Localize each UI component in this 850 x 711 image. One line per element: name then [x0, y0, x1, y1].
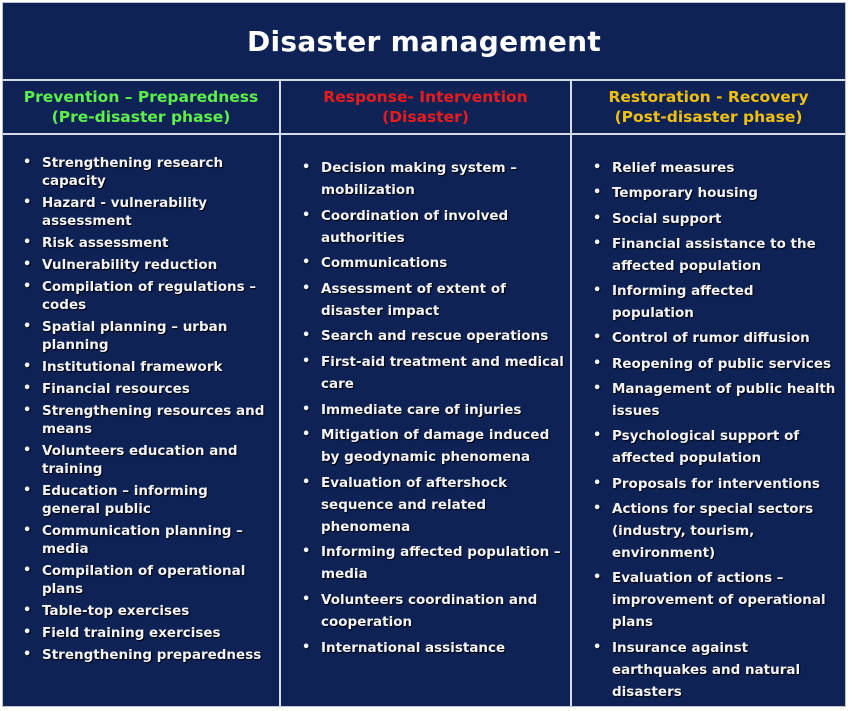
list-item [590, 182, 839, 204]
list-item [299, 589, 564, 633]
list-item-text: Evaluation of aftershock sequence and related phenomena [321, 474, 508, 535]
list-item [20, 380, 269, 398]
bullet-icon: • [593, 283, 602, 299]
list-item-text: Immediate care of injuries [321, 401, 522, 418]
list-item-text: Compilation of operational plans [42, 563, 246, 597]
list-item [590, 498, 839, 564]
restoration-column [572, 81, 845, 706]
list-item-text: Relief measures [612, 160, 735, 176]
list-item [20, 562, 269, 598]
prevention-heading: Prevention – Preparedness [23, 88, 259, 106]
list-item-text: Financial resources [42, 381, 190, 397]
list-item [590, 567, 839, 633]
list-item [299, 351, 564, 395]
list-item [299, 399, 564, 421]
bullet-icon: • [23, 257, 32, 272]
list-item [299, 424, 564, 468]
list-item [20, 646, 269, 664]
bullet-icon: • [23, 359, 32, 374]
bullet-icon: • [302, 255, 311, 271]
list-item-text: International assistance [321, 639, 506, 656]
list-item-text: Vulnerability reduction [42, 257, 218, 273]
list-item [20, 442, 269, 478]
list-item-text: First-aid treatment and medical care [321, 353, 564, 392]
bullet-icon: • [23, 443, 32, 458]
list-item-text: Decision making system – mobilization [321, 160, 517, 198]
list-item-text: Spatial planning – urban planning [42, 319, 228, 353]
list-item [20, 278, 269, 314]
response-header [281, 81, 570, 135]
bullet-icon: • [593, 381, 602, 397]
bullet-icon: • [593, 185, 602, 201]
bullet-icon: • [23, 279, 32, 294]
list-item-text: Psychological support of affected population [612, 428, 800, 467]
list-item [20, 194, 269, 230]
prevention-list [20, 154, 269, 664]
bullet-icon: • [593, 500, 602, 516]
list-item-text: Education – informing general public [42, 483, 208, 517]
list-item [299, 637, 564, 659]
bullet-icon: • [23, 155, 32, 170]
bullet-icon: • [23, 195, 32, 210]
list-item [20, 522, 269, 558]
list-item-text: Assessment of extent of disaster impact [321, 280, 506, 319]
restoration-heading: Restoration - Recovery [608, 88, 809, 106]
bullet-icon: • [302, 328, 311, 344]
bullet-icon: • [302, 639, 311, 655]
list-item [299, 541, 564, 585]
list-item-text: Institutional framework [42, 359, 223, 375]
list-item-text: Risk assessment [42, 235, 169, 251]
list-item-text: Social support [612, 210, 722, 227]
list-item [20, 154, 269, 190]
disaster-management-table [2, 2, 846, 707]
prevention-subheading: (Pre-disaster phase) [51, 108, 231, 126]
list-item-text: Informing affected population [612, 283, 754, 322]
list-item [20, 402, 269, 438]
bullet-icon: • [593, 570, 602, 586]
restoration-subheading: (Post-disaster phase) [614, 108, 803, 126]
list-item-text: Actions for special sectors (industry, tourism, environment) [612, 500, 814, 561]
response-subheading: (Disaster) [382, 108, 469, 126]
list-item [20, 318, 269, 354]
bullet-icon: • [23, 625, 32, 640]
list-item-text: Table-top exercises [42, 603, 190, 619]
bullet-icon: • [23, 235, 32, 250]
list-item-text: Communications [321, 255, 448, 272]
bullet-icon: • [23, 381, 32, 396]
bullet-icon: • [302, 474, 311, 490]
list-item [299, 252, 564, 274]
list-item [20, 602, 269, 620]
list-item-text: Strengthening research capacity [42, 155, 224, 189]
list-item-text: Volunteers education and training [42, 443, 238, 477]
list-item-text: Field training exercises [42, 625, 221, 641]
list-item [590, 473, 839, 495]
restoration-list [590, 157, 839, 703]
bullet-icon: • [302, 544, 311, 560]
list-item-text: Coordination of involved authorities [321, 207, 509, 246]
list-item-text: Evaluation of actions – improvement of operational plans [612, 570, 826, 631]
bullet-icon: • [593, 475, 602, 491]
list-item-text: Insurance against earthquakes and natural disasters [612, 639, 801, 700]
list-item-text: Proposals for interventions [612, 475, 820, 492]
bullet-icon: • [593, 355, 602, 371]
bullet-icon: • [302, 207, 311, 223]
list-item [590, 353, 839, 375]
bullet-icon: • [302, 353, 311, 369]
list-item [590, 327, 839, 349]
bullet-icon: • [593, 235, 602, 251]
bullet-icon: • [23, 603, 32, 618]
bullet-icon: • [593, 210, 602, 226]
list-item [590, 233, 839, 277]
response-heading: Response- Intervention [323, 88, 528, 106]
page-title: Disaster management [3, 3, 845, 81]
prevention-column [3, 81, 281, 706]
list-item-text: Search and rescue operations [321, 328, 549, 345]
list-item [590, 425, 839, 469]
bullet-icon: • [302, 280, 311, 296]
response-list [299, 157, 564, 659]
list-item [20, 482, 269, 518]
list-item-text: Strengthening resources and means [42, 403, 265, 437]
restoration-header [572, 81, 845, 135]
list-item [590, 280, 839, 324]
list-item [590, 208, 839, 230]
bullet-icon: • [302, 160, 311, 175]
list-item-text: Mitigation of damage induced by geodynamic phenomena [321, 427, 550, 466]
list-item-text: Informing affected population – media [321, 544, 561, 583]
bullet-icon: • [593, 330, 602, 346]
list-item-text: Temporary housing [612, 185, 758, 202]
bullet-icon: • [593, 639, 602, 655]
bullet-icon: • [302, 591, 311, 607]
bullet-icon: • [23, 647, 32, 662]
bullet-icon: • [593, 428, 602, 444]
list-item [20, 234, 269, 252]
list-item [299, 205, 564, 249]
bullet-icon: • [23, 563, 32, 578]
list-item-text: Hazard - vulnerability assessment [42, 195, 208, 229]
list-item-text: Volunteers coordination and cooperation [321, 591, 538, 630]
list-item-text: Strengthening preparedness [42, 647, 262, 663]
list-item [20, 624, 269, 642]
list-item [299, 157, 564, 201]
list-item-text: Reopening of public services [612, 355, 832, 372]
list-item [299, 325, 564, 347]
bullet-icon: • [23, 523, 32, 538]
bullet-icon: • [23, 319, 32, 334]
list-item-text: Compilation of regulations – codes [42, 279, 257, 313]
list-item [20, 256, 269, 274]
response-column [281, 81, 572, 706]
bullet-icon: • [23, 403, 32, 418]
list-item-text: Management of public health issues [612, 381, 836, 420]
bullet-icon: • [302, 401, 311, 417]
bullet-icon: • [302, 427, 311, 443]
list-item [20, 358, 269, 376]
list-item [590, 157, 839, 179]
list-item [299, 472, 564, 538]
list-item [299, 278, 564, 322]
list-item [590, 378, 839, 422]
list-item-text: Control of rumor diffusion [612, 330, 810, 347]
prevention-header [3, 81, 279, 135]
list-item-text: Financial assistance to the affected population [612, 235, 816, 274]
bullet-icon: • [23, 483, 32, 498]
bullet-icon: • [593, 160, 602, 175]
list-item [590, 637, 839, 703]
list-item-text: Communication planning – media [42, 523, 243, 557]
